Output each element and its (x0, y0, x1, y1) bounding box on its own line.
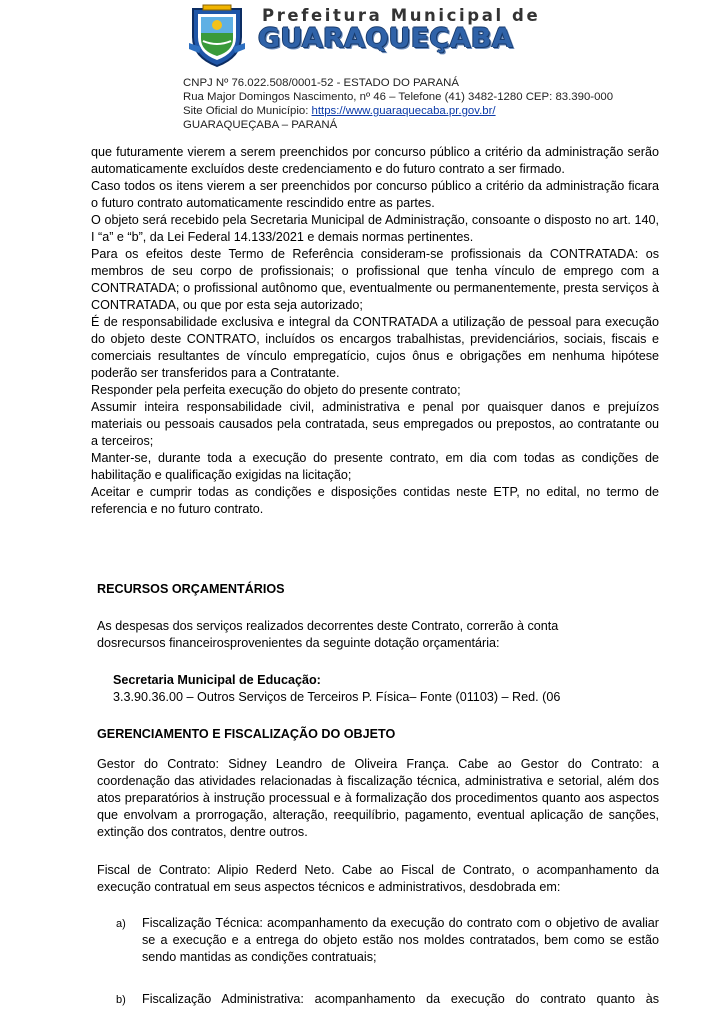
header-site (183, 104, 496, 118)
document-body (91, 144, 659, 518)
paragraph: Responder pela perfeita execução do objeto do presente contrato; (91, 383, 461, 397)
paragraph: Aceitar e cumprir todas as condições e disposições contidas neste ETP, no edital, no termo de referencia e no futuro contrato. (91, 485, 659, 516)
fiscal-paragraph (97, 862, 659, 896)
paragraph: É de responsabilidade exclusiva e integral da CONTRATADA a utilização de pessoal para execução do objeto deste CONTRATO, incluídos os encargos trabalhistas, previdenciários, sociais, fiscais e comerciais resultantes de vínculo empregatício, cujos ônus e obrigações em nenhuma hipótese poderão ser transferidos para a Contratante. (91, 315, 659, 380)
org-line-1: Prefeitura Municipal de (262, 6, 541, 25)
section-title-recursos: RECURSOS ORÇAMENTÁRIOS (97, 582, 285, 596)
fiscal-text: Alipio Rederd Neto. Cabe ao Fiscal de Contrato, o acompanhamento da execução contratual em seus aspectos técnicos e administrativos, desdobrada em: (97, 863, 659, 894)
header-city: GUARAQUEÇABA – PARANÁ (183, 119, 338, 131)
site-label: Site Oficial do Município: (183, 105, 312, 117)
municipal-coat-of-arms-logo (187, 3, 247, 69)
paragraph: Para os efeitos deste Termo de Referência consideram-se profissionais da CONTRATADA: os membros de seu corpo de profissionais; o profissional que tenha vínculo de emprego com a CONTRATADA; o profissional autônomo que, eventualmente ou permanentemente, presta serviços à CONTRATADA, ou que por esta seja autorizado; (91, 247, 659, 312)
list-item-fiscalizacao-administrativa: Fiscalização Administrativa: acompanhamento da execução do contrato quanto às (142, 992, 659, 1006)
paragraph: Manter-se, durante toda a execução do presente contrato, em dia com todas as condições de habilitação e qualificação exigidas na licitação; (91, 451, 659, 482)
list-item-fiscalizacao-tecnica: Fiscalização Técnica: acompanhamento da execução do contrato com o objetivo de avaliar se a execução e a entrega do objeto estão nos moldes contratados, bem como se estão sendo mantidas as condições contratuais; (142, 916, 659, 964)
list-marker-a: a) (116, 918, 126, 930)
paragraph: Assumir inteira responsabilidade civil, administrativa e penal por quaisquer danos e prejuízos materiais ou pessoais causados pela contratada, seus empregados ou prepostos, ao contratante ou a terceiros; (91, 400, 659, 448)
dotacao-line: 3.3.90.36.00 – Outros Serviços de Terceiros P. Física– Fonte (01103) – Red. (06 (113, 690, 561, 704)
section-title-gerenciamento: GERENCIAMENTO E FISCALIZAÇÃO DO OBJETO (97, 727, 396, 741)
fiscal-label: Fiscal de Contrato: (97, 863, 211, 877)
header-address: Rua Major Domingos Nascimento, nº 46 – Telefone (41) 3482-1280 CEP: 83.390-000 (183, 91, 614, 103)
paragraph: que futuramente vierem a serem preenchidos por concurso público a critério da administração serão automaticamente excluídos deste credenciamento e do futuro contrato a ser firmado. (91, 145, 659, 176)
gestor-paragraph: Gestor do Contrato: Sidney Leandro de Oliveira França. Cabe ao Gestor do Contrato: a coordenação das atividades relacionadas à fiscalização técnica, administrativa e setorial, além dos atos preparatórios à instrução processual e à formalização dos procedimentos quanto aos aspectos que envolvam a prorrogação, alteração, reequilíbrio, pagamento, eventual aplicação de sanções, extinção dos contratos, dentre outros. (97, 757, 659, 839)
paragraph: O objeto será recebido pela Secretaria Municipal de Administração, consoante o disposto no art. 140, I “a” e “b”, da Lei Federal 14.133/2021 e demais normas pertinentes. (91, 213, 659, 244)
site-link[interactable]: https://www.guaraquecaba.pr.gov.br/ (311, 105, 496, 117)
header-cnpj: CNPJ Nº 76.022.508/0001-52 - ESTADO DO PARANÁ (183, 77, 459, 89)
paragraph: Caso todos os itens vierem a ser preenchidos por concurso público a critério da administração ficara o futuro contrato automaticamente rescindido entre as partes. (91, 179, 659, 210)
letterhead (0, 0, 723, 140)
recursos-text-line-2: dosrecursos financeirosprovenientes da seguinte dotação orçamentária: (97, 636, 500, 650)
secretaria-label: Secretaria Municipal de Educação: (113, 673, 321, 687)
list-marker-b: b) (116, 994, 126, 1006)
recursos-text-line-1: As despesas dos serviços realizados decorrentes deste Contrato, correrão à conta (97, 619, 559, 633)
org-name: GUARAQUEÇABA (258, 23, 513, 54)
